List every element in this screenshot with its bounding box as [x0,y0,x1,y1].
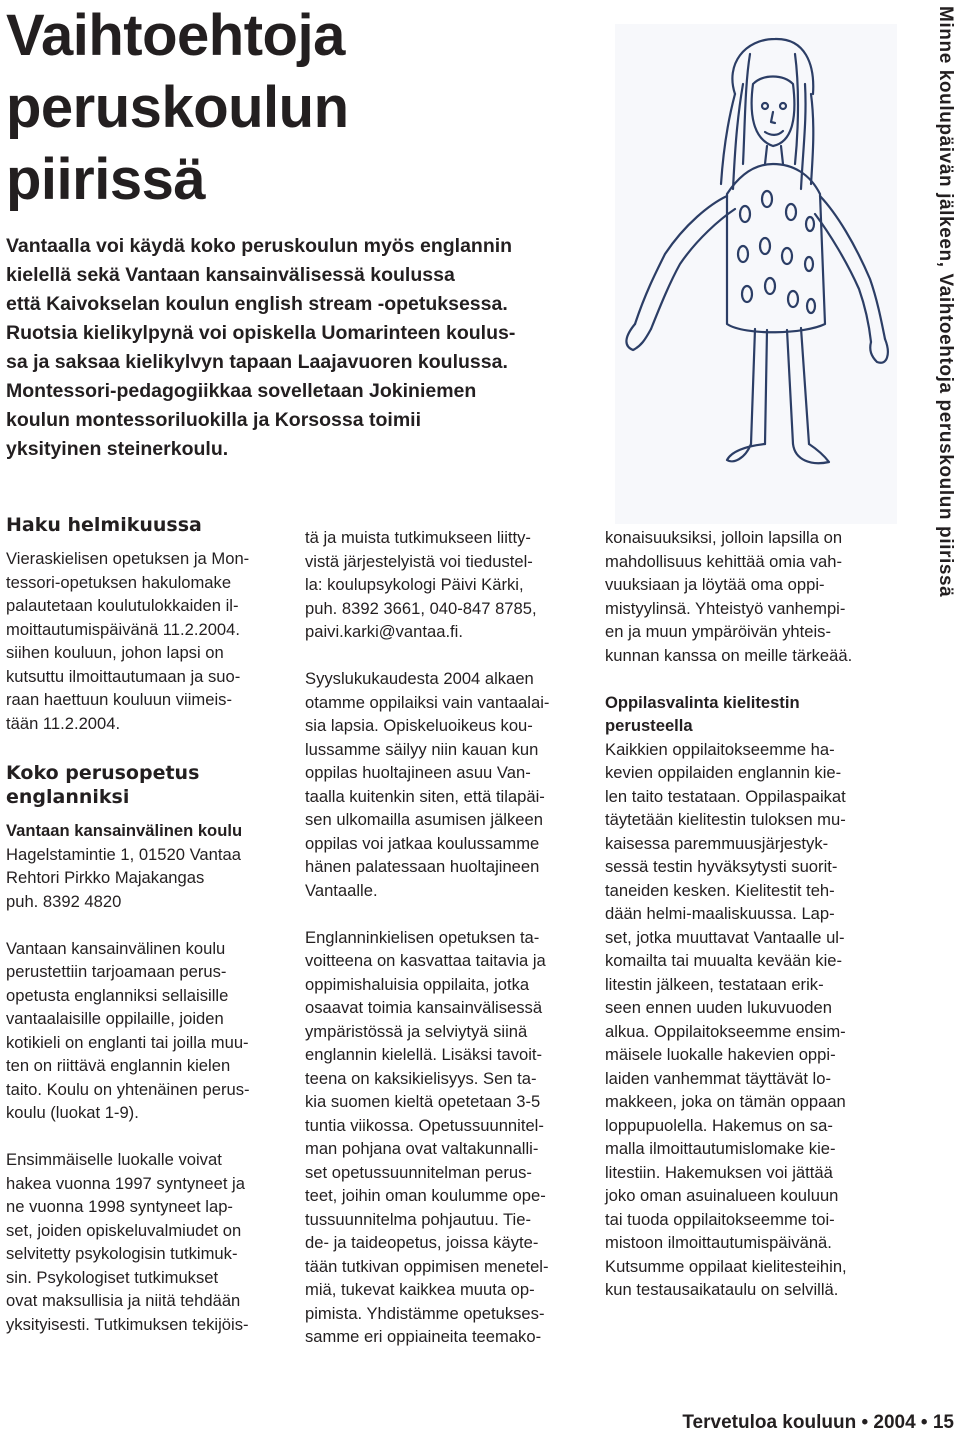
dress-outline [727,164,825,332]
title-line: peruskoulun [6,75,349,140]
foot-right [793,444,829,463]
paragraph: Kaikkien oppilaitokseemme ha- kevien oppilaiden englannin kie- len taito testataan. Oppilaspaikat täytetään kielitestin tuloksen mu- kaisessa paremmuusjärjestyk- sessä testin hyväksytysti suorit- taneiden kesken. Kielitestit teh- dään helmi-maaliskuussa. Lap- set, jotka muuttavat Vantaalle ul- komailta tai muualta kevään kie- litestin jälkeen, testataan erik- seen ennen uuden lukuvuoden alkua. Oppilaitokseemme ensim- mäisele luokalle hakevien oppi- laiden vanhemmat täyttävät lo- makkeen, joka on tämän oppaan loppupuolella. Hakemus on sa- malla ilmoittautumislomake kie- litestiin. Hakemuksen voi jättää joko oman asuinalueen kouluun tai tuoda oppilaitokseemme toi- mistoon ilmoittautumispäivänä. Kutsumme oppilaat kielitesteihin, kun testausaikataulu on selvillä. [605,739,847,1299]
hair-strands [721,84,813,189]
intro-paragraph [6,232,596,464]
paragraph: Vantaan kansainvälinen koulu perustettiin tarjoamaan perus- opetusta englanniksi sellaisille vantaalaisille oppilaille, joiden kotikieli on englanti tai joilla muu- ten on riittävä englannin kielen taito. Koulu on yhtenäinen perus- koulu (luokat 1-9). [6,938,250,1122]
intro-line: Montessori-pedagogiikkaa sovelletaan Jokiniemen [6,380,477,402]
hand-right [870,339,888,363]
subheading-oppilasvalinta: Oppilasvalinta kielitestin perusteella [605,692,800,735]
intro-line: koulun montessoriluokilla ja Korsossa toimii [6,409,422,431]
nose [771,112,775,123]
column-1 [6,513,286,1336]
foot-left [727,444,765,461]
intro-line: Ruotsia kielikylpynä voi opiskella Uomarinteen koulus- [6,322,516,344]
hand-left [626,324,651,350]
side-running-title: Minne koulupäivän jälkeen, Vaihtoehtoja peruskoulun piirissä [935,6,956,598]
arm-left-inner [651,209,735,329]
leg-left [751,329,767,444]
neck [765,146,783,164]
column-2 [305,526,585,1349]
eye-right [780,103,786,109]
paragraph: konaisuuksiksi, jolloin lapsilla on mahdollisuus kehittää omia vah- vuuksiaan ja löytää oma oppi- mistyylinsä. Yhteistyö vanhempi- en ja muun ympäröivän yhteis- kunnan kanssa on meille tärkeää. [605,528,853,665]
email-text: paivi.karki@vantaa.fi. [305,622,463,641]
leg-right [787,328,809,444]
page-title [6,0,586,216]
intro-line: sa ja saksaa kielikylvyn tapaan Laajavuoren koulussa. [6,351,508,373]
arm-right [820,196,885,339]
title-line: Vaihtoehtoja [6,3,345,68]
haku-paragraph: Vieraskielisen opetuksen ja Mon- tessori-opetuksen hakulomake palautetaan koulutulokkaiden il- moittautumispäivänä 11.2.2004. siihen kouluun, johon lapsi on kutsuttu ilmoittautumaan ja suo- raan haettuun kouluun viimeis- tään 11.2.2004. [6,549,250,733]
eye-left [762,103,768,109]
heading-haku: Haku helmikuussa [6,514,202,536]
hair-outline [732,39,813,94]
school-name: Vantaan kansainvälinen koulu [6,821,243,840]
intro-line: kielellä sekä Vantaan kansainvälisessä koulussa [6,264,455,286]
mouth [765,131,783,135]
page-footer: Tervetuloa kouluun • 2004 • 15 [682,1412,954,1433]
title-line: piirissä [6,147,206,212]
column-3 [605,526,885,1302]
intro-line: Vantaalla voi käydä koko peruskoulun myös englannin [6,235,513,257]
arm-left [635,196,727,324]
intro-line: että Kaivokselan koulun english stream -opetuksessa. [6,293,508,315]
school-contact: Vantaan kansainvälinen koulu Hagelstamintie 1, 01520 Vantaa Rehtori Pirkko Majakangas puh. 8392 4820 [6,819,286,913]
heading-koko: Koko perusopetus englanniksi [6,762,200,808]
paragraph: tä ja muista tutkimukseen liitty- vistä järjestelyistä voi tiedustel- la: koulupsykologi Päivi Kärki, puh. 8392 3661, 040-847 8785, paivi.karki@vantaa.fi. [305,526,585,644]
paragraph: Ensimmäiselle luokalle voivat hakea vuonna 1997 syntyneet ja ne vuonna 1998 syntyneet lap- set, joiden opiskeluvalmiudet on selvitetty psykologisin tutkimuk- sin. Psykologiset tutkimukset ovat maksullisia ja niitä tehdään yksityisesti. Tutkimuksen tekijöis- [6,1150,249,1334]
child-drawing-icon [615,24,897,524]
intro-line: yksityinen steinerkoulu. [6,438,229,460]
dress-pattern [738,191,815,313]
child-drawing-illustration [615,24,897,524]
paragraph: Syyslukukaudesta 2004 alkaen otamme oppilaiksi vain vantaalai- sia lapsia. Opiskeluoikeus kou- lussamme säilyy niin kauan kun oppilas huoltajineen asuu Van- taalla kuitenkin siten, että tilapäi- sen ulkomailla asumisen jälkeen oppilas voi jatkaa koulussamme hänen palatessaan huoltajineen Vantaalle. [305,669,550,900]
paragraph: Englanninkielisen opetuksen ta- voitteena on kasvattaa taitavia ja oppimishaluisia oppilaita, jotka osaavat toimia kansainvälisessä ympäristössä ja selviytyä siinä englannin kielellä. Lisäksi tavoit- teena on kaksikielisyys. Sen ta- kia suomen kieltä opetetaan 3-5 tuntia viikossa. Opetussuunnitel- man pohjana ovat valtakunnalli- set opetussuunnitelman perus- teet, joihin oman koulumme ope- tussuunnitelma pohjautuu. Tie- de- ja taideopetus, joissa käyte- tään tutkivan oppimisen menetel- miä, tukevat kaikkea muuta op- pimista. Yhdistämme opetukses- samme eri oppiaineita teemako- [305,927,549,1346]
